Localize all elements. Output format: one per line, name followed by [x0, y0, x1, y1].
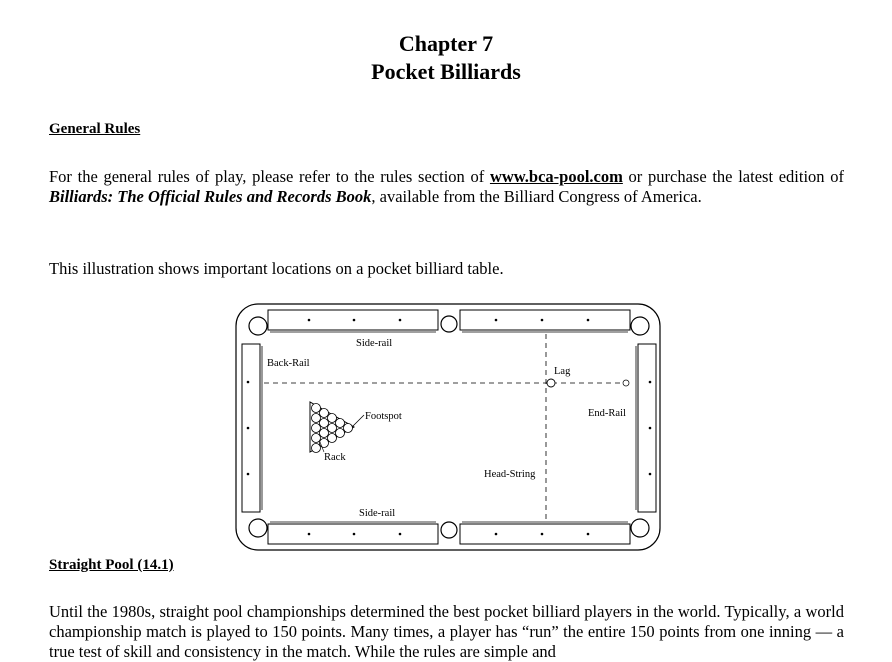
illustration-intro: This illustration shows important locations on a pocket billiard table. — [49, 259, 504, 278]
label-side-rail-top: Side-rail — [356, 338, 393, 349]
chapter-number: Chapter 7 — [398, 31, 494, 56]
lag-ball — [547, 379, 555, 387]
bottom-right-rail — [460, 524, 630, 544]
general-rules-text-mid: or purchase the latest edition of — [622, 167, 844, 186]
straight-pool-heading: Straight Pool (14.1) — [49, 557, 174, 573]
side-pocket-bottom — [441, 522, 457, 538]
label-rack: Rack — [324, 452, 346, 463]
corner-pocket-top-right — [631, 317, 649, 335]
top-right-rail — [460, 310, 630, 330]
label-head-string: Head-String — [484, 469, 536, 480]
left-rail — [242, 344, 260, 512]
label-end-rail: End-Rail — [588, 408, 626, 419]
label-back-rail: Back-Rail — [267, 358, 310, 369]
corner-pocket-bottom-left — [249, 519, 267, 537]
right-rail — [638, 344, 656, 512]
lag-end-marker — [623, 380, 629, 386]
general-rules-text-suffix: , available from the Billiard Congress of America. — [371, 187, 702, 206]
general-rules-paragraph — [49, 167, 844, 207]
bca-pool-link[interactable]: www.bca-pool.com — [489, 167, 623, 186]
general-rules-heading: General Rules — [49, 121, 141, 137]
label-footspot: Footspot — [365, 411, 402, 422]
corner-pocket-bottom-right — [631, 519, 649, 537]
table-outer-frame — [236, 304, 660, 550]
label-side-rail-bottom: Side-rail — [359, 508, 396, 519]
straight-pool-paragraph: Until the 1980s, straight pool championships determined the best pocket billiard players in the world. Typically, a world championship match is played to 150 points. Many times, a player has “run” the entire 150 points from one inning — a true test of skill and consistency in the match. While the rules are simple and — [49, 602, 844, 661]
chapter-title: Pocket Billiards — [371, 59, 521, 84]
rulebook-title: Billiards: The Official Rules and Records Book — [49, 187, 372, 206]
general-rules-text-prefix: For the general rules of play, please refer to the rules section of — [49, 167, 490, 186]
pool-table-diagram — [234, 302, 664, 552]
corner-pocket-top-left — [249, 317, 267, 335]
side-pocket-top — [441, 316, 457, 332]
label-lag: Lag — [554, 366, 571, 377]
